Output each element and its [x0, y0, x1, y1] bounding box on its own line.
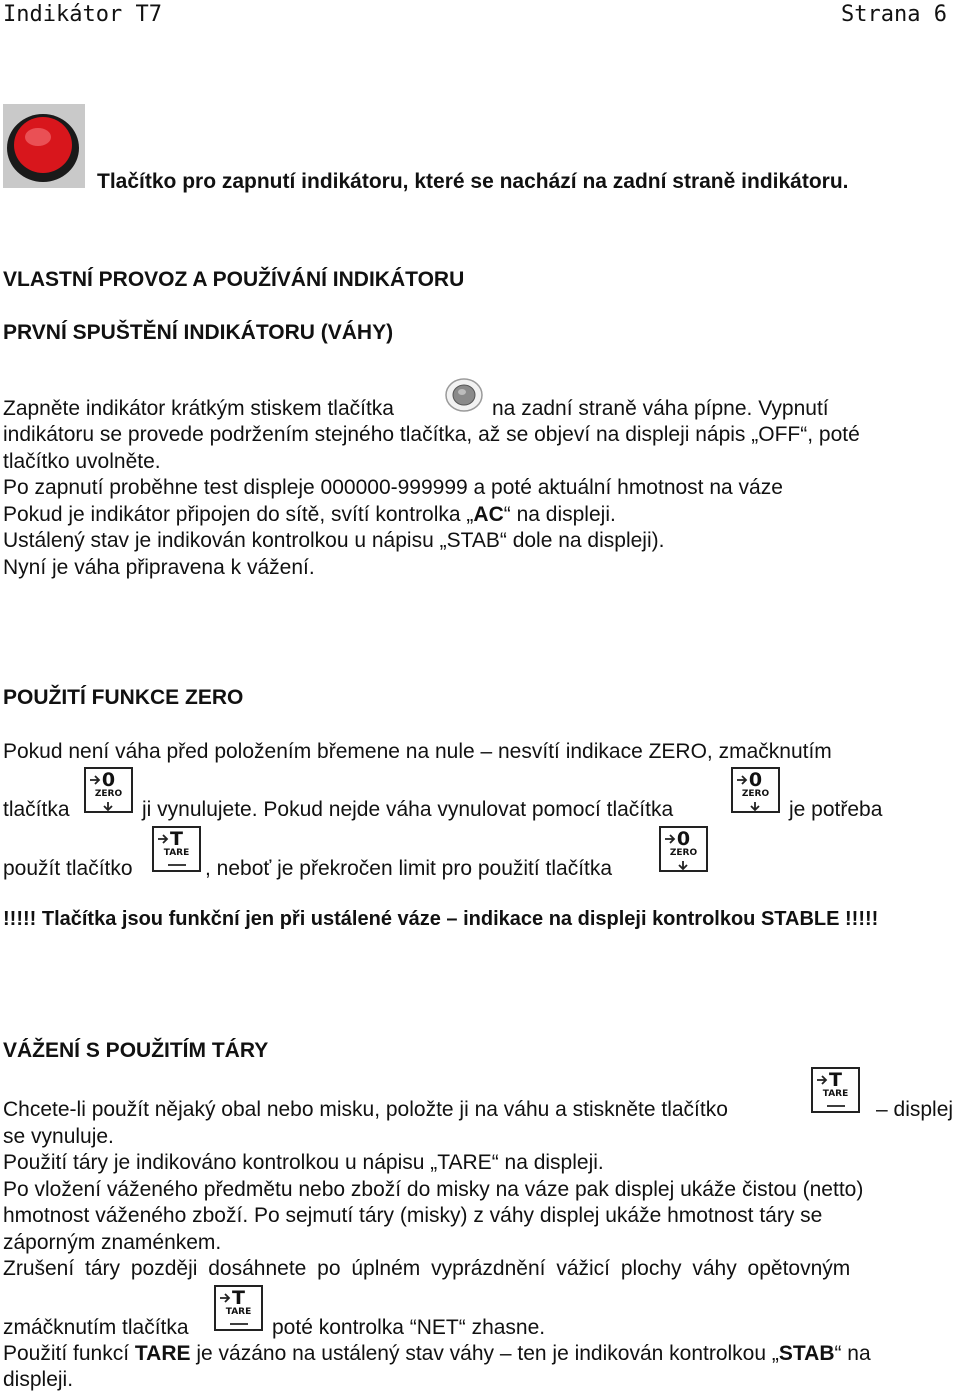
text-line: Pokud je indikátor připojen do sítě, svítí kontrolka „AC“ na displeji. [3, 503, 616, 526]
text-line: použít tlačítko [3, 857, 133, 880]
tare-key-icon: T TARE [214, 1285, 263, 1331]
text-line: Po zapnutí proběhne test displeje 000000-999999 a poté aktuální hmotnost na váze [3, 476, 783, 499]
section-title-zero: POUŽITÍ FUNKCE ZERO [3, 686, 244, 709]
text-line: hmotnost váženého zboží. Po sejmutí táry (misky) z váhy displej ukáže hmotnost táry se [3, 1204, 823, 1227]
power-button-photo [3, 104, 85, 188]
power-note: Tlačítko pro zapnutí indikátoru, které se nachází na zadní straně indikátoru. [97, 170, 849, 193]
stable-warning: !!!!! Tlačítka jsou funkční jen při ustálené váze – indikace na displeji kontrolkou STABLE !!!!! [3, 908, 879, 930]
text-line: displeji. [3, 1368, 74, 1391]
text-line: tlačítko uvolněte. [3, 450, 161, 473]
text-line: ji vynulujete. Pokud nejde váha vynulovat pomocí tlačítka [142, 798, 674, 821]
text-line: je potřeba [789, 798, 883, 821]
text-line: Po vložení váženého předmětu nebo zboží do misky na váze pak displej ukáže čistou (netto) [3, 1178, 864, 1201]
text-line: na zadní straně váha pípne. Vypnutí [492, 397, 829, 420]
zero-key-icon: 0 ZERO [84, 767, 133, 813]
text-line: Chcete-li použít nějaký obal nebo misku, položte ji na váhu a stiskněte tlačítko [3, 1098, 728, 1121]
text-line: Pokud není váha před položením břemene na nule – nesvítí indikace ZERO, zmačknutím [3, 740, 832, 763]
text-line: tlačítka [3, 798, 70, 821]
section-title-tare: VÁŽENÍ S POUŽITÍM TÁRY [3, 1039, 269, 1062]
text-line: zmáčknutím tlačítka [3, 1316, 189, 1339]
text-line: , neboť je překročen limit pro použití tlačítka [205, 857, 613, 880]
text-line: Zrušení táry později dosáhnete po úplném vyprázdnění vážicí plochy váhy opětovným [3, 1257, 851, 1280]
text-line: poté kontrolka “NET“ zhasne. [272, 1316, 546, 1339]
zero-key-icon: 0 ZERO [659, 826, 708, 872]
section-title-operation: VLASTNÍ PROVOZ A POUŽÍVÁNÍ INDIKÁTORU [3, 268, 465, 291]
page-number: Strana 6 [841, 2, 947, 27]
text-line: Zapněte indikátor krátkým stiskem tlačítka [3, 397, 394, 420]
header-title: Indikátor T7 [3, 2, 162, 27]
text-line: Použití táry je indikováno kontrolkou u nápisu „TARE“ na displeji. [3, 1151, 604, 1174]
text-line: – displej [876, 1098, 954, 1121]
text-line: Ustálený stav je indikován kontrolkou u nápisu „STAB“ dole na displeji). [3, 529, 665, 552]
section-subtitle-first-start: PRVNÍ SPUŠTĚNÍ INDIKÁTORU (VÁHY) [3, 321, 394, 344]
power-switch-icon [444, 377, 484, 413]
text-line: se vynuluje. [3, 1125, 114, 1148]
tare-key-icon: T TARE [811, 1067, 860, 1113]
zero-key-icon: 0 ZERO [731, 767, 780, 813]
text-line: záporným znaménkem. [3, 1231, 222, 1254]
tare-key-icon: T TARE [152, 826, 201, 872]
text-line: Nyní je váha připravena k vážení. [3, 556, 315, 579]
text-line: indikátoru se provede podržením stejného tlačítka, až se objeví na displeji nápis „OFF“, poté [3, 423, 860, 446]
text-line: Použití funkcí TARE je vázáno na ustálený stav váhy – ten je indikován kontrolkou „STAB“ na [3, 1342, 871, 1365]
